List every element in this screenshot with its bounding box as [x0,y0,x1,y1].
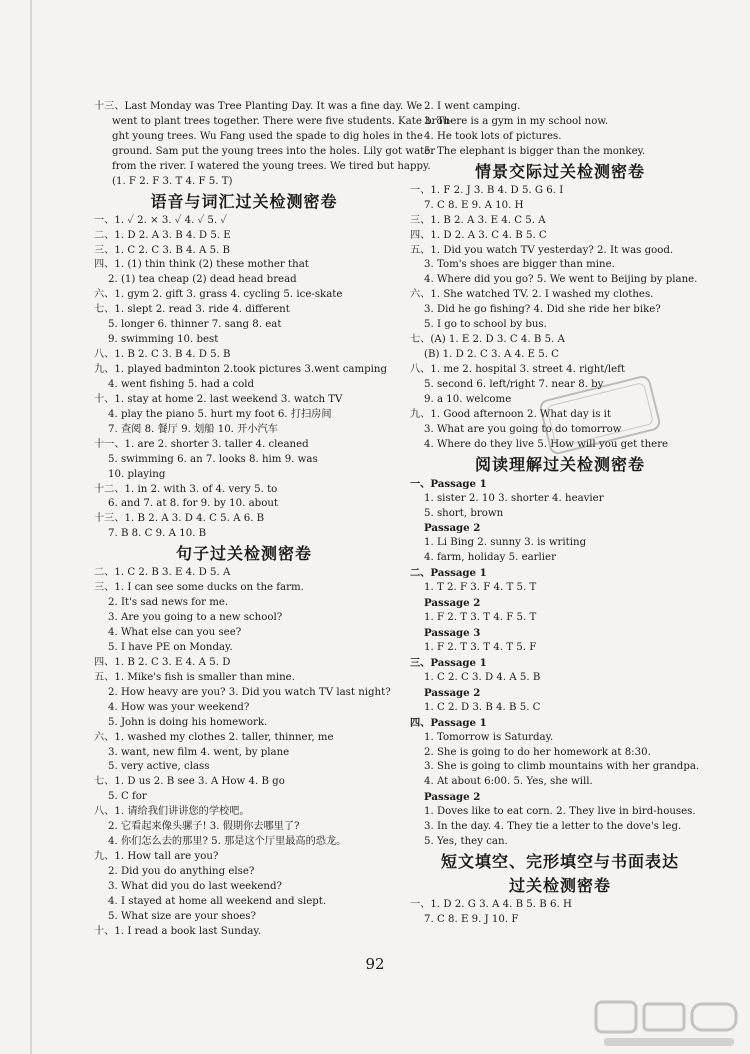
section-heading: 语音与词汇过关检测密卷 [150,191,338,211]
answer-line: 三、1. I can see some ducks on the farm. [94,582,304,594]
answer-line: 八、1. 请给我们讲讲您的学校吧。 [94,806,250,818]
answer-line: 四、1. (1) thin think (2) these mother that [94,259,309,271]
answer-line: 4. How was your weekend? [108,701,250,713]
answer-line: 1. Tomorrow is Saturday. [424,731,554,743]
answer-line: 2. (1) tea cheap (2) dead head bread [108,274,297,286]
answer-line: 2. How heavy are you? 3. Did you watch TV last night? [108,686,391,698]
answer-line: 4. He took lots of pictures. [424,130,562,142]
answer-line: 二、1. C 2. B 3. E 4. D 5. A [94,567,231,579]
answer-line: 2. 它看起来像头骡子! 3. 假期你去哪里了? [108,821,300,833]
answer-line: 2. Did you do anything else? [108,866,255,877]
answer-line: 1. C 2. C 3. D 4. A 5. B [424,671,541,683]
answer-line: 十二、1. in 2. with 3. of 4. very 5. to [94,483,278,495]
answer-line: 3. In the day. 4. They tie a letter to the dove's leg. [424,821,682,833]
answer-line: ground. Sam put the young trees into the holes. Lily got water [112,145,436,157]
answer-line: 六、1. She watched TV. 2. I washed my clothes. [410,289,654,301]
answer-line: (1. F 2. F 3. T 4. F 5. T) [112,175,233,187]
answer-line: 5. longer 6. thinner 7. sang 8. eat [108,319,282,331]
answer-line: 一、1. D 2. G 3. A 4. B 5. B 6. H [410,899,572,911]
answer-line: 二、Passage 1 [410,567,487,580]
right-column [410,100,710,928]
answer-line: 四、1. D 2. A 3. C 4. B 5. C [410,229,547,241]
answer-line: 九、1. Good afternoon 2. What day is it [410,408,612,420]
answer-line: Passage 2 [424,791,481,804]
answer-line: 5. second 6. left/right 7. near 8. by [424,378,604,390]
answer-line: 2. It's sad news for me. [108,597,229,609]
page-number: 92 [365,955,385,973]
answer-line: 六、1. gym 2. gift 3. grass 4. cycling 5. ice-skate [94,289,343,301]
answer-line: 5. short, brown [424,507,504,519]
answer-line: 四、1. B 2. C 3. E 4. A 5. D [94,656,231,668]
answer-line: 5. very active, class [108,761,210,773]
answer-line: 七、1. D us 2. B see 3. A How 4. B go [94,776,285,788]
answer-line: 6. and 7. at 8. for 9. by 10. about [108,498,278,510]
answer-line: 3. There is a gym in my school now. [424,115,609,127]
answer-line: 4. Where did you go? 5. We went to Beijing by plane. [424,274,698,286]
answer-line: 5. I have PE on Monday. [108,641,233,653]
answer-line: 9. a 10. welcome [424,393,512,405]
answer-line: 七、1. slept 2. read 3. ride 4. different [94,304,290,316]
answer-line: 5. John is doing his homework. [108,716,268,728]
site-watermark [594,1000,744,1050]
answer-line: 4. What else can you see? [108,627,242,638]
answer-line: 十三、Last Monday was Tree Planting Day. It was a fine day. We [94,101,423,112]
answer-line: 三、1. B 2. A 3. E 4. C 5. A [410,214,546,226]
answer-line: 4. farm, holiday 5. earlier [424,552,556,564]
answer-line: 3. What are you going to do tomorrow [424,423,622,435]
answer-line: 7. C 8. E 9. A 10. H [424,199,524,211]
answer-line: 4. 你们怎么去的那里? 5. 那是这个厅里最高的恐龙。 [108,836,347,848]
answer-line: 一、1. F 2. J 3. B 4. D 5. G 6. I [410,184,564,196]
answer-line: 3. want, new film 4. went, by plane [108,746,290,758]
answer-line: (B) 1. D 2. C 3. A 4. E 5. C [424,349,559,361]
answer-line: 八、1. me 2. hospital 3. street 4. right/left [410,364,625,375]
answer-line: 4. play the piano 5. hurt my foot 6. 打扫房间 [108,408,332,420]
section-heading: 过关检测密卷 [508,876,611,896]
answer-line: 1. C 2. D 3. B 4. B 5. C [424,701,541,713]
answer-line: Passage 2 [424,522,481,535]
answer-line: from the river. I watered the young trees. We tired but happy. [112,160,431,172]
binding-edge [30,0,32,1054]
answer-line: 3. What did you do last weekend? [108,880,282,892]
answer-line: Passage 3 [424,627,481,639]
answer-line: 2. I went camping. [424,101,521,112]
answer-line: 3. She is going to climb mountains with her grandpa. [424,761,700,773]
answer-line: 5. The elephant is bigger than the monkey. [424,145,646,157]
answer-line: 7. C 8. E 9. J 10. F [424,914,519,925]
answer-line: Passage 2 [424,597,481,610]
answer-line: 十、1. I read a book last Sunday. [94,925,262,937]
answer-line: 十、1. stay at home 2. last weekend 3. watch TV [94,393,343,405]
answer-line: 四、Passage 1 [410,716,487,729]
section-heading: 句子过关检测密卷 [175,544,312,564]
answer-line: 5. C for [108,791,147,803]
answer-line: 9. swimming 10. best [108,334,219,346]
answer-line: 2. She is going to do her homework at 8:30. [424,746,651,758]
answer-line: 4. At about 6:00. 5. Yes, she will. [424,776,593,788]
answer-line: 七、(A) 1. E 2. D 3. C 4. B 5. A [410,334,565,346]
answer-line: 十一、1. are 2. shorter 3. taller 4. cleaned [94,438,309,450]
answer-line: 六、1. washed my clothes 2. taller, thinner, me [94,731,334,743]
answer-line: 1. F 2. T 3. T 4. F 5. T [424,612,537,624]
answer-line: 4. Where do they live 5. How will you get there [424,438,669,450]
answer-line: 五、1. Did you watch TV yesterday? 2. It was good. [410,244,674,256]
answer-line: 三、1. C 2. C 3. B 4. A 5. B [94,244,231,256]
answer-line: 九、1. played badminton 2.took pictures 3.went camping [94,364,388,375]
section-heading: 阅读理解过关检测密卷 [474,454,645,474]
section-heading: 情景交际过关检测密卷 [474,161,645,181]
answer-line: 十三、1. B 2. A 3. D 4. C 5. A 6. B [94,513,265,525]
answer-line: 五、1. Mike's fish is smaller than mine. [94,671,295,683]
answer-line: 7. 查阅 8. 餐厅 9. 划船 10. 开小汽车 [108,423,278,435]
answer-line: Passage 2 [424,686,481,699]
answer-line: 三、Passage 1 [410,656,487,669]
answer-line: 一、1. ✓ 2. × 3. ✓ 4. ✓ 5. ✓ [94,214,227,226]
answer-line: 一、Passage 1 [410,477,487,490]
answer-line: 1. F 2. T 3. T 4. T 5. F [424,641,537,653]
answer-line: 1. Li Bing 2. sunny 3. is writing [424,537,587,549]
answer-line: 1. sister 2. 10 3. shorter 4. heavier [424,492,604,504]
answer-line: 二、1. D 2. A 3. B 4. D 5. E [94,229,231,241]
answer-line: 5. I go to school by bus. [424,319,547,331]
answer-line: ght young trees. Wu Fang used the spade to dig holes in the [112,130,423,142]
answer-line: 1. Doves like to eat corn. 2. They live in bird-houses. [424,806,696,818]
answer-line: 八、1. B 2. C 3. B 4. D 5. B [94,349,231,361]
answer-line: 4. went fishing 5. had a cold [108,378,255,390]
answer-line: 5. What size are your shoes? [108,910,256,922]
answer-line: 3. Are you going to a new school? [108,612,283,624]
answer-line: 5. swimming 6. an 7. looks 8. him 9. was [108,453,318,465]
answer-line: 10. playing [108,468,166,480]
answer-line: 九、1. How tall are you? [94,851,219,863]
answer-line: went to plant trees together. There were five students. Kate brou- [112,115,453,127]
answer-line: 1. T 2. F 3. F 4. T 5. T [424,582,537,594]
answer-line: 7. B 8. C 9. A 10. B [108,528,207,540]
answer-line: 3. Tom's shoes are bigger than mine. [424,259,615,271]
section-heading: 短文填空、完形填空与书面表达 [440,852,679,872]
answer-line: 4. I stayed at home all weekend and slept. [108,895,327,907]
answer-line: 3. Did he go fishing? 4. Did she ride her bike? [424,304,661,316]
answer-line: 5. Yes, they can. [424,836,508,848]
